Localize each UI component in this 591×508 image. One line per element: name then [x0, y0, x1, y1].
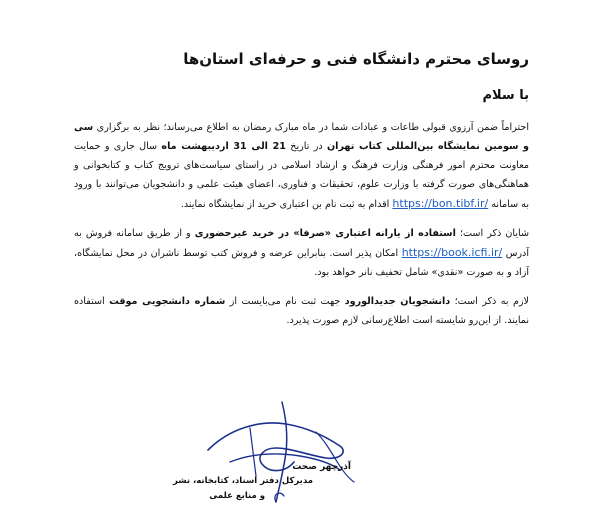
letter-body [74, 118, 529, 340]
paragraph-subsidy [74, 224, 529, 282]
p1-text-3: سال جاری و حمایت معاونت محترم امور فرهنگی وزارت فرهنگ و ارشاد اسلامی در راستای سیاست‌های ترویج کتاب و کتابخوانی و هماهنگی‌های صورت گرفته با وزارت علوم، تحقیقات و فناوری، اعضای هیئت علمی و دانشجویان می‌توانند با ورود به سامانه [74, 141, 529, 210]
letter-title: روسای محترم دانشگاه فنی و حرفه‌ای استان‌ها [183, 50, 529, 68]
p2-text-2: و از طریق سامانه فروش به آدرس [74, 228, 529, 259]
bon-tibf-link[interactable]: https://bon.tibf.ir/ [392, 197, 489, 210]
p2-subsidy-note: استفاده از یارانه اعتباری «صرفا» در خرید غیرحضوری [194, 228, 456, 239]
p3-new-students: دانشجویان جدیدالورود [344, 296, 451, 307]
signatory-position-line1: مدیرکل دفتر اسناد، کتابخانه، نشر [172, 476, 313, 486]
signatory-position-line2: و منابع علمی [209, 491, 265, 501]
p3-text-2: جهت ثبت نام می‌بایست از [225, 296, 345, 307]
p2-text-1: شایان ذکر است؛ [455, 228, 529, 239]
greeting: با سلام [482, 88, 529, 103]
signatory-name: آذرچهر صحت [292, 462, 351, 472]
book-icfi-link[interactable]: https://book.icfi.ir/ [401, 246, 503, 259]
p1-text-1: احتراماً ضمن آرزوی قبولی طاعات و عبادات شما در ماه مبارک رمضان به اطلاع می‌رساند؛ نظر به برگزاری [93, 122, 529, 133]
p1-text-4: اقدام به ثبت نام بن اعتباری خرید از نمایشگاه نمایند. [180, 199, 393, 210]
p1-exhibition-dates: 21 الی 31 اردیبهشت ماه [161, 141, 286, 152]
paragraph-exhibition [74, 118, 529, 214]
p3-text-3: استفاده نمایند. از این‌رو شایسته است اطلاع‌رسانی لازم صورت پذیرد. [74, 296, 529, 326]
p1-text-2: در تاریخ [285, 141, 327, 152]
paragraph-new-students [74, 292, 529, 330]
p3-text-1: لازم به ذکر است؛ [450, 296, 529, 307]
p3-temp-student-number: شماره دانشجویی موقت [109, 296, 226, 307]
p1-exhibition-name: سی و سومین نمایشگاه بین‌المللی کتاب تهران [74, 122, 529, 152]
p2-text-3: امکان پذیر است. بنابراین عرضه و فروش کتب توسط ناشران در محل نمایشگاه، آزاد و به صورت «نقدی» شامل تخفیف نانر خواهد بود. [74, 248, 529, 278]
